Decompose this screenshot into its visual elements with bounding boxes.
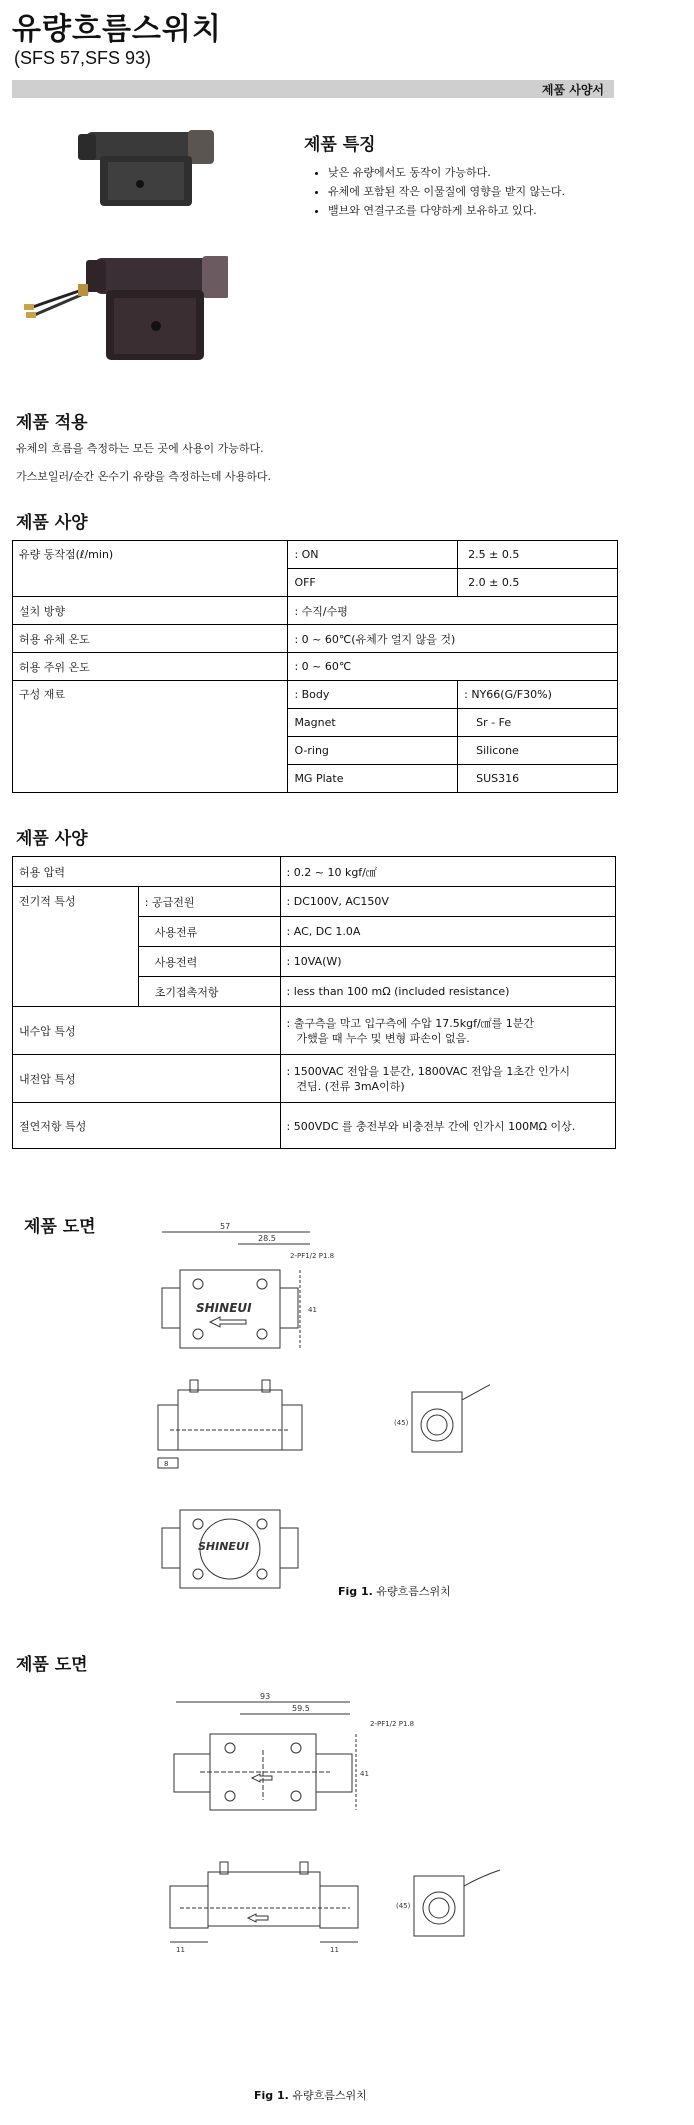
material-part: Magnet [288, 709, 458, 737]
material-part: MG Plate [288, 765, 458, 793]
off-value: 2.0 ± 0.5 [458, 569, 618, 597]
feature-item: • 낮은 유량에서도 동작이 가능하다. [328, 163, 640, 182]
fluid-temp-value: : 0 ~ 60℃(유체가 얼지 않을 것) [288, 625, 618, 653]
dim-half: 59.5 [292, 1704, 310, 1713]
caption-text: 유량흐름스위치 [376, 1585, 451, 1598]
dim-total: 57 [220, 1222, 231, 1231]
page-subtitle: (SFS 57,SFS 93) [14, 48, 152, 68]
electrical-value: : 10VA(W) [280, 947, 615, 977]
feature-item: • 밸브와 연결구조를 다양하게 보유하고 있다. [328, 201, 640, 220]
hydro-value: 가했을 때 누수 및 변형 파손이 없음. [296, 1031, 470, 1045]
electrical-name: 사용전류 [138, 917, 280, 947]
thread-spec: 2-PF1/2 P1.8 [290, 1252, 335, 1260]
flow-label: 유량 동작점(ℓ/min) [13, 541, 288, 597]
pressure-value: : 0.2 ~ 10 kgf/㎠ [280, 857, 615, 887]
spec1-heading: 제품 사양 [16, 513, 88, 533]
page-title: 유량흐름스위치 [12, 12, 222, 47]
spec2-table [12, 856, 616, 1149]
ambient-temp-label: 허용 주위 온도 [13, 653, 288, 681]
on-label: : ON [288, 541, 458, 569]
electrical-name: : 공급전원 [138, 887, 280, 917]
dim-side: (45) [394, 1419, 409, 1427]
brand-label: SHINEUI [198, 1540, 249, 1553]
material-value: Silicone [458, 737, 618, 765]
spec1-table [12, 540, 618, 793]
on-value: 2.5 ± 0.5 [458, 541, 618, 569]
insulation-label: 절연저항 특성 [13, 1103, 281, 1149]
dim-total: 93 [260, 1692, 271, 1701]
caption-number: Fig 1. [338, 1585, 373, 1598]
material-part: : Body [288, 681, 458, 709]
dim-side: (45) [396, 1902, 411, 1910]
fluid-temp-label: 허용 유체 온도 [13, 625, 288, 653]
feature-item: • 유체에 포함된 작은 이물질에 영향을 받지 않는다. [328, 182, 640, 201]
electrical-value: : AC, DC 1.0A [280, 917, 615, 947]
material-value: SUS316 [458, 765, 618, 793]
hydro-value: : 출구측을 막고 입구측에 수압 17.5kgf/㎠를 1분간 [286, 1016, 535, 1030]
application-line: 유체의 흐름을 측정하는 모든 곳에 사용이 가능하다. [16, 442, 264, 455]
install-label: 설치 방향 [13, 597, 288, 625]
voltage-value: 견딤. (전류 3mA이하) [296, 1079, 405, 1093]
doc-label: 제품 사양서 [541, 83, 604, 97]
drawing2-heading: 제품 도면 [16, 1655, 88, 1675]
off-label: OFF [288, 569, 458, 597]
electrical-name: 사용전력 [138, 947, 280, 977]
brand-label: SHINEUI [196, 1301, 252, 1315]
electrical-value: : DC100V, AC150V [280, 887, 615, 917]
material-value: Sr - Fe [458, 709, 618, 737]
caption-text: 유량흐름스위치 [292, 2089, 367, 2102]
electrical-value: : less than 100 mΩ (included resistance) [280, 977, 615, 1007]
hydro-label: 내수압 특성 [13, 1007, 281, 1055]
voltage-value: : 1500VAC 전압을 1분간, 1800VAC 전압을 1초간 인가시 [286, 1064, 571, 1078]
caption-number: Fig 1. [254, 2089, 289, 2102]
electrical-name: 초기접촉저항 [138, 977, 280, 1007]
drawing1-heading: 제품 도면 [24, 1217, 96, 1237]
electrical-label: 전기적 특성 [13, 887, 139, 1007]
product-photo [18, 112, 228, 382]
voltage-label: 내전압 특성 [13, 1055, 281, 1103]
features-list [310, 163, 640, 220]
technical-drawing-1 [150, 1220, 490, 1610]
doc-label-bar [12, 80, 614, 98]
figure-caption [254, 2087, 367, 2103]
material-value: : NY66(G/F30%) [458, 681, 618, 709]
dim-small: 11 [330, 1946, 339, 1954]
spec2-heading: 제품 사양 [16, 829, 88, 849]
dim-half: 28.5 [258, 1234, 276, 1243]
material-part: O-ring [288, 737, 458, 765]
application-heading: 제품 적용 [16, 413, 88, 433]
dim-height: 41 [308, 1306, 317, 1314]
install-value: : 수직/수평 [288, 597, 618, 625]
features-heading: 제품 특징 [304, 135, 376, 155]
pressure-label: 허용 압력 [13, 857, 281, 887]
application-line: 가스보일러/순간 온수기 유량을 측정하는데 사용하다. [16, 470, 271, 483]
dim-small: 11 [176, 1946, 185, 1954]
material-label: 구성 재료 [13, 681, 288, 793]
insulation-value: : 500VDC 를 충전부와 비충전부 간에 인가시 100MΩ 이상. [280, 1103, 615, 1149]
thread-spec: 2-PF1/2 P1.8 [370, 1720, 415, 1728]
dim-small: 8 [164, 1460, 169, 1468]
dim-height: 41 [360, 1770, 369, 1778]
technical-drawing-2 [160, 1690, 520, 2070]
figure-caption [338, 1583, 451, 1599]
ambient-temp-value: : 0 ~ 60℃ [288, 653, 618, 681]
